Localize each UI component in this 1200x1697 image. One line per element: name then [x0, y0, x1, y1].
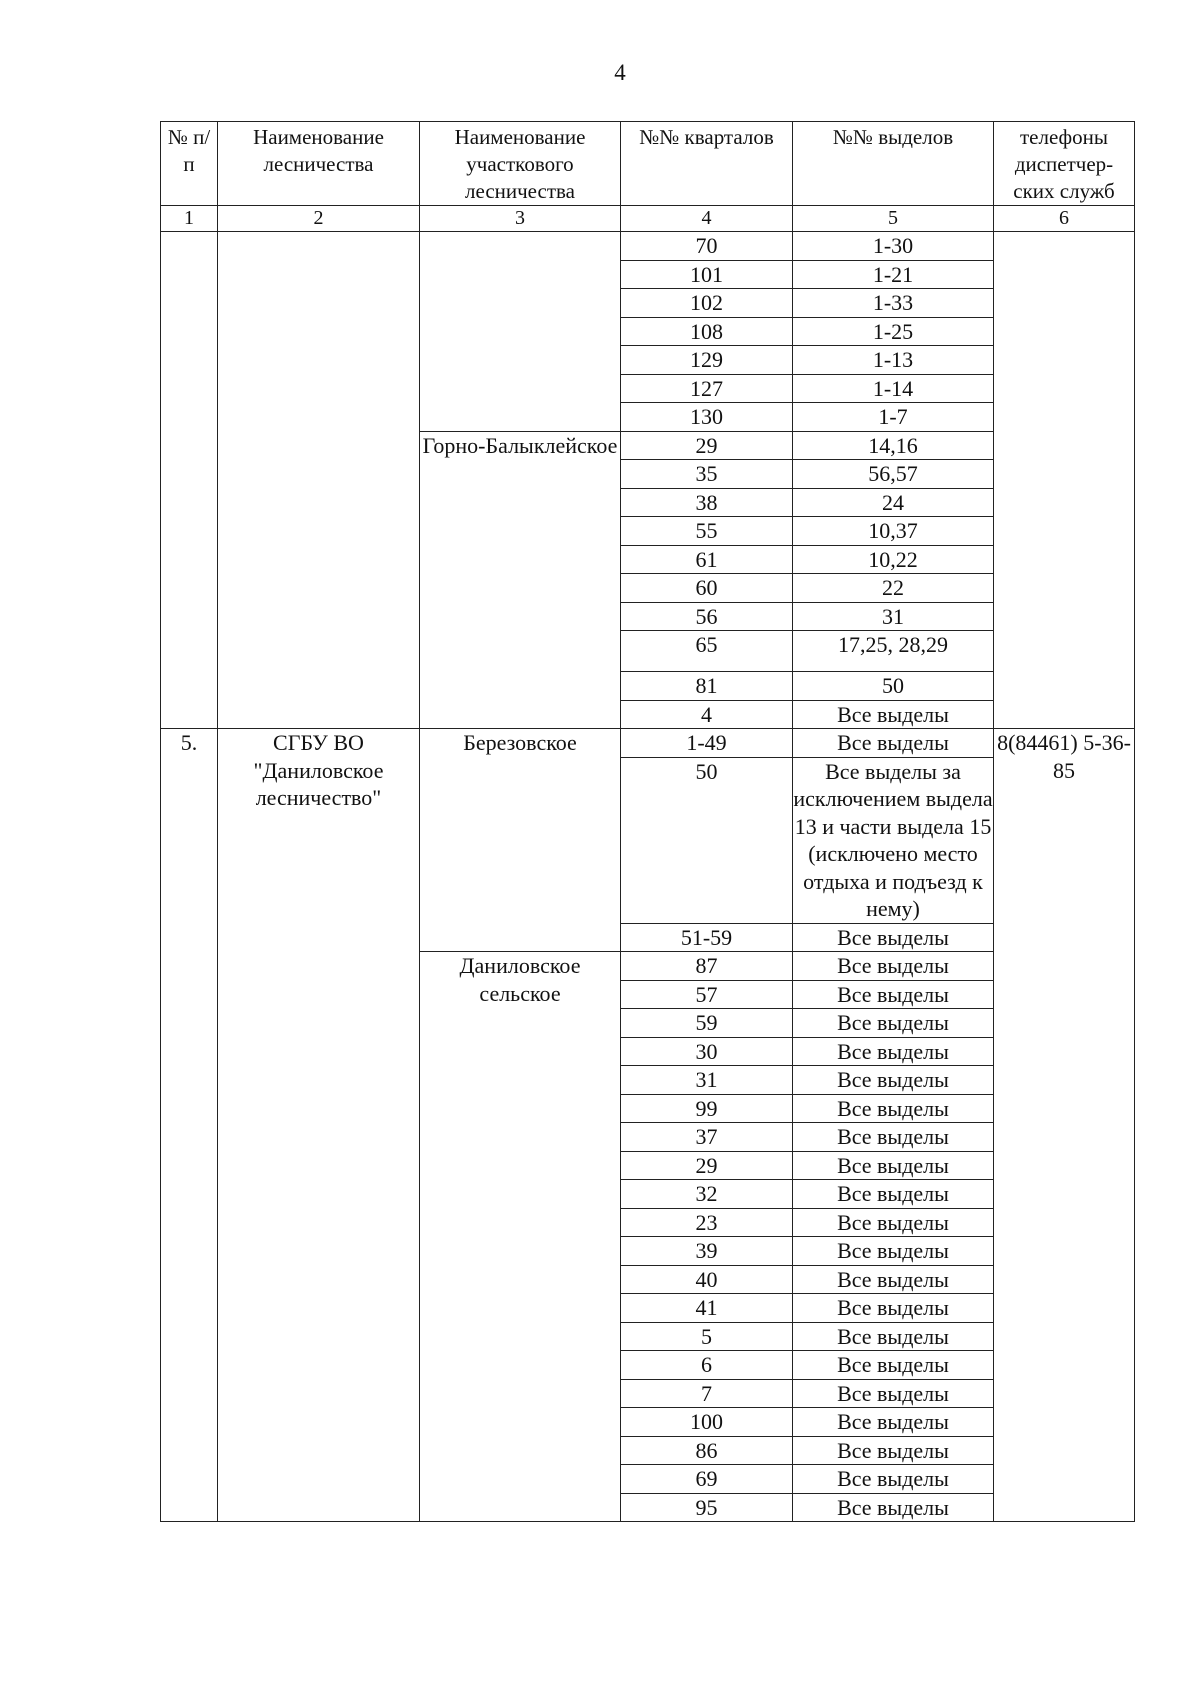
- quarter-cell: 1-49: [621, 729, 793, 758]
- allotment-cell: Все выделы: [793, 1436, 994, 1465]
- allotment-cell: 1-30: [793, 232, 994, 261]
- header-cell-subforestry: Наименование участкового лесничества: [420, 122, 621, 206]
- column-number: 1: [161, 206, 218, 232]
- quarter-cell: 59: [621, 1009, 793, 1038]
- quarter-cell: 39: [621, 1237, 793, 1266]
- dispatch-phone-cell: [994, 232, 1135, 729]
- quarter-cell: 102: [621, 289, 793, 318]
- allotment-cell: 10,37: [793, 517, 994, 546]
- allotment-cell: Все выделы: [793, 1123, 994, 1152]
- quarter-cell: 30: [621, 1037, 793, 1066]
- allotment-cell: Все выделы: [793, 1094, 994, 1123]
- quarter-cell: 5: [621, 1322, 793, 1351]
- quarter-cell: 51-59: [621, 923, 793, 952]
- subforestry-name-cell: Даниловское сельское: [420, 952, 621, 1522]
- allotment-cell: Все выделы: [793, 1151, 994, 1180]
- column-number: 2: [218, 206, 420, 232]
- header-row: [161, 122, 1135, 206]
- quarter-cell: 60: [621, 574, 793, 603]
- allotment-cell: 24: [793, 488, 994, 517]
- allotment-cell: 10,22: [793, 545, 994, 574]
- subforestry-name-cell: Березовское: [420, 729, 621, 952]
- allotment-cell: Все выделы за исключением выдела 13 и части выдела 15 (исключено место отдыха и подъезд к нему): [793, 758, 993, 921]
- allotment-cell: Все выделы: [793, 980, 994, 1009]
- quarter-cell: 61: [621, 545, 793, 574]
- quarter-cell: 4: [621, 700, 793, 729]
- quarter-cell: 129: [621, 346, 793, 375]
- dispatch-phone-cell: 8(84461) 5-36-85: [994, 729, 1135, 1522]
- quarter-cell: 127: [621, 374, 793, 403]
- quarter-cell: 87: [621, 952, 793, 981]
- allotment-cell: Все выделы: [793, 1408, 994, 1437]
- allotment-cell: 1-7: [793, 403, 994, 432]
- quarter-cell: 95: [621, 1493, 793, 1522]
- quarter-cell: 50: [621, 757, 793, 923]
- table-row: [161, 232, 1135, 261]
- allotment-cell: Все выделы: [793, 1379, 994, 1408]
- allotment-cell: Все выделы: [793, 700, 994, 729]
- quarter-cell: 6: [621, 1351, 793, 1380]
- row-number-cell: 5.: [161, 729, 218, 1522]
- quarter-cell: 69: [621, 1465, 793, 1494]
- quarter-cell: 101: [621, 260, 793, 289]
- allotment-cell: Все выделы: [793, 1037, 994, 1066]
- quarter-cell: 57: [621, 980, 793, 1009]
- allotment-cell: Все выделы: [793, 1294, 994, 1323]
- row-number-cell: [161, 232, 218, 729]
- allotment-cell: Все выделы: [793, 1237, 994, 1266]
- header-cell-number: № п/п: [161, 122, 218, 206]
- allotment-cell: 1-33: [793, 289, 994, 318]
- quarter-cell: 81: [621, 672, 793, 701]
- allotment-cell: 56,57: [793, 460, 994, 489]
- forestry-table: [160, 121, 1135, 1522]
- header-cell-quarters: №№ кварталов: [621, 122, 793, 206]
- allotment-cell: 17,25, 28,29: [793, 631, 994, 672]
- allotment-cell: Все выделы: [793, 1493, 994, 1522]
- header-cell-forestry: Наименование лесничества: [218, 122, 420, 206]
- allotment-cell: Все выделы: [793, 1322, 994, 1351]
- subforestry-name-cell: Горно-Балыклейское: [420, 431, 621, 729]
- table-row: [161, 729, 1135, 758]
- allotment-cell: Все выделы: [793, 923, 994, 952]
- forestry-name-cell: СГБУ ВО "Даниловское лесничество": [218, 729, 420, 1522]
- quarter-cell: 100: [621, 1408, 793, 1437]
- quarter-cell: 86: [621, 1436, 793, 1465]
- column-number: 5: [793, 206, 994, 232]
- quarter-cell: 65: [621, 631, 793, 672]
- quarter-cell: 23: [621, 1208, 793, 1237]
- subforestry-name-cell: [420, 232, 621, 432]
- quarter-cell: 35: [621, 460, 793, 489]
- allotment-cell: 1-13: [793, 346, 994, 375]
- quarter-cell: 99: [621, 1094, 793, 1123]
- allotment-cell: Все выделы: [793, 729, 994, 758]
- forestry-name-cell: [218, 232, 420, 729]
- quarter-cell: 41: [621, 1294, 793, 1323]
- quarter-cell: 29: [621, 431, 793, 460]
- allotment-cell: Все выделы: [793, 1265, 994, 1294]
- column-number: 6: [994, 206, 1135, 232]
- header-cell-phones: телефоны диспетчер-ских служб: [994, 122, 1135, 206]
- allotment-cell: Все выделы: [793, 952, 994, 981]
- quarter-cell: 56: [621, 602, 793, 631]
- allotment-cell: 1-25: [793, 317, 994, 346]
- allotment-cell: Все выделы: [793, 1351, 994, 1380]
- allotment-cell: 22: [793, 574, 994, 603]
- quarter-cell: 70: [621, 232, 793, 261]
- quarter-cell: 31: [621, 1066, 793, 1095]
- quarter-cell: 29: [621, 1151, 793, 1180]
- quarter-cell: 7: [621, 1379, 793, 1408]
- quarter-cell: 38: [621, 488, 793, 517]
- allotment-cell: 1-21: [793, 260, 994, 289]
- allotment-cell: Все выделы: [793, 1180, 994, 1209]
- allotment-cell: Все выделы: [793, 1465, 994, 1494]
- quarter-cell: 55: [621, 517, 793, 546]
- allotment-cell: Все выделы: [793, 1066, 994, 1095]
- allotment-cell: 31: [793, 602, 994, 631]
- allotment-cell: Все выделы: [793, 1208, 994, 1237]
- quarter-cell: 32: [621, 1180, 793, 1209]
- column-number: 4: [621, 206, 793, 232]
- quarter-cell: 40: [621, 1265, 793, 1294]
- column-number: 3: [420, 206, 621, 232]
- allotment-cell: 50: [793, 672, 994, 701]
- allotment-cell: Все выделы: [793, 1009, 994, 1038]
- allotment-cell: 14,16: [793, 431, 994, 460]
- quarter-cell: 130: [621, 403, 793, 432]
- allotment-cell: 1-14: [793, 374, 994, 403]
- column-number-row: [161, 206, 1135, 232]
- page-number: 4: [614, 60, 626, 85]
- quarter-cell: 108: [621, 317, 793, 346]
- quarter-cell: 37: [621, 1123, 793, 1152]
- header-cell-allotments: №№ выделов: [793, 122, 994, 206]
